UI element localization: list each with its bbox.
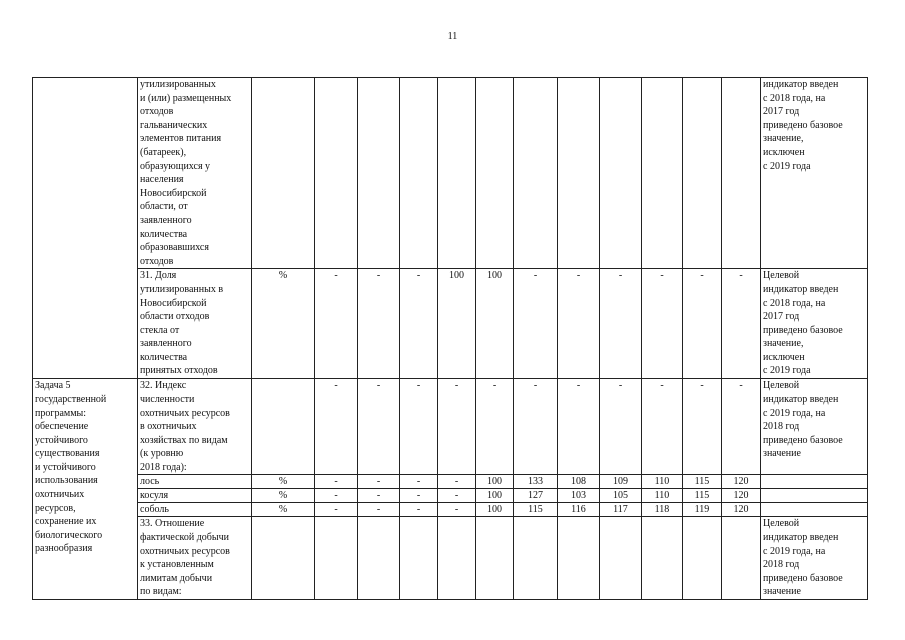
value-cell [358, 517, 400, 600]
value-cell: - [558, 379, 600, 475]
value-cell: 100 [438, 269, 476, 379]
value-cell: 133 [514, 475, 558, 489]
unit-cell: % [252, 475, 315, 489]
value-cell [476, 78, 514, 269]
table-row [33, 269, 868, 379]
page-number: 11 [447, 31, 458, 42]
value-cell: 105 [600, 489, 642, 503]
indicator-cell: 32. Индекс численности охотничьих ресурсов в охотничьих хозяйствах по видам (к уровню 2018 года): [138, 379, 252, 475]
value-cell [722, 517, 761, 600]
value-cell: - [315, 379, 358, 475]
value-cell: - [315, 475, 358, 489]
unit-cell: % [252, 489, 315, 503]
value-cell: 110 [642, 489, 683, 503]
value-cell: 115 [683, 475, 722, 489]
value-cell: 119 [683, 503, 722, 517]
task-cell-empty [33, 78, 138, 379]
value-cell: - [358, 475, 400, 489]
species-cell: лось [138, 475, 252, 489]
value-cell: - [400, 269, 438, 379]
value-cell [438, 78, 476, 269]
value-cell [600, 78, 642, 269]
indicator-cell: 33. Отношение фактической добычи охотничьих ресурсов к установленным лимитам добычи по видам: [138, 517, 252, 600]
value-cell: 115 [683, 489, 722, 503]
species-cell: косуля [138, 489, 252, 503]
task5-cell: Задача 5 государственной программы: обеспечение устойчивого существования и устойчивого использования охотничьих ресурсов, сохранение их биологического разнообразия [33, 379, 138, 600]
value-cell: - [438, 503, 476, 517]
value-cell: - [683, 379, 722, 475]
value-cell [315, 78, 358, 269]
table-row [33, 475, 868, 489]
value-cell: - [400, 503, 438, 517]
table-row [33, 517, 868, 600]
value-cell: - [514, 379, 558, 475]
value-cell: - [400, 489, 438, 503]
value-cell: - [358, 503, 400, 517]
value-cell: - [438, 489, 476, 503]
value-cell [642, 517, 683, 600]
value-cell: 120 [722, 503, 761, 517]
value-cell: - [358, 269, 400, 379]
value-cell [683, 517, 722, 600]
value-cell: - [476, 379, 514, 475]
value-cell: - [514, 269, 558, 379]
value-cell: - [642, 379, 683, 475]
note-cell: Целевой индикатор введен с 2018 года, на 2017 год приведено базовое значение, исключен с 2019 года [761, 269, 868, 379]
value-cell: - [722, 379, 761, 475]
value-cell: 117 [600, 503, 642, 517]
species-cell: соболь [138, 503, 252, 517]
value-cell: 103 [558, 489, 600, 503]
value-cell: - [438, 379, 476, 475]
value-cell: 127 [514, 489, 558, 503]
value-cell: 108 [558, 475, 600, 489]
value-cell [558, 517, 600, 600]
value-cell: - [315, 503, 358, 517]
value-cell: 100 [476, 503, 514, 517]
value-cell: - [315, 269, 358, 379]
value-cell [400, 517, 438, 600]
note-cell [761, 475, 868, 489]
value-cell [600, 517, 642, 600]
value-cell: 100 [476, 489, 514, 503]
value-cell: - [600, 269, 642, 379]
value-cell: 118 [642, 503, 683, 517]
value-cell [476, 517, 514, 600]
note-cell: Целевой индикатор введен с 2019 года, на 2018 год приведено базовое значение [761, 379, 868, 475]
value-cell: - [683, 269, 722, 379]
note-cell [761, 489, 868, 503]
value-cell: - [642, 269, 683, 379]
table-row [33, 78, 868, 269]
note-cell: индикатор введен с 2018 года, на 2017 год приведено базовое значение, исключен с 2019 года [761, 78, 868, 269]
value-cell: 110 [642, 475, 683, 489]
value-cell [722, 78, 761, 269]
value-cell: 120 [722, 475, 761, 489]
value-cell: - [558, 269, 600, 379]
value-cell: 120 [722, 489, 761, 503]
indicator-cell: 31. Доля утилизированных в Новосибирской области отходов стекла от заявленного количества принятых отходов [138, 269, 252, 379]
value-cell [514, 517, 558, 600]
value-cell: 100 [476, 475, 514, 489]
value-cell: 115 [514, 503, 558, 517]
value-cell: - [438, 475, 476, 489]
value-cell: - [315, 489, 358, 503]
value-cell [642, 78, 683, 269]
value-cell: 109 [600, 475, 642, 489]
value-cell: - [358, 489, 400, 503]
indicators-table [32, 77, 868, 600]
value-cell: - [400, 475, 438, 489]
note-cell: Целевой индикатор введен с 2019 года, на 2018 год приведено базовое значение [761, 517, 868, 600]
value-cell [438, 517, 476, 600]
value-cell: - [358, 379, 400, 475]
indicator-cell: утилизированных и (или) размещенных отходов гальванических элементов питания (батареек), образующихся у населения Новосибирской области, от заявленного количества образовавшихся отходов [138, 78, 252, 269]
value-cell [315, 517, 358, 600]
value-cell: - [400, 379, 438, 475]
value-cell [514, 78, 558, 269]
unit-cell [252, 517, 315, 600]
value-cell: - [600, 379, 642, 475]
value-cell: - [722, 269, 761, 379]
unit-cell: % [252, 503, 315, 517]
value-cell [683, 78, 722, 269]
value-cell [558, 78, 600, 269]
table-row [33, 503, 868, 517]
unit-cell [252, 78, 315, 269]
value-cell [358, 78, 400, 269]
table-row [33, 489, 868, 503]
value-cell: 100 [476, 269, 514, 379]
unit-cell [252, 379, 315, 475]
unit-cell: % [252, 269, 315, 379]
value-cell [400, 78, 438, 269]
table-row [33, 379, 868, 475]
value-cell: 116 [558, 503, 600, 517]
note-cell [761, 503, 868, 517]
